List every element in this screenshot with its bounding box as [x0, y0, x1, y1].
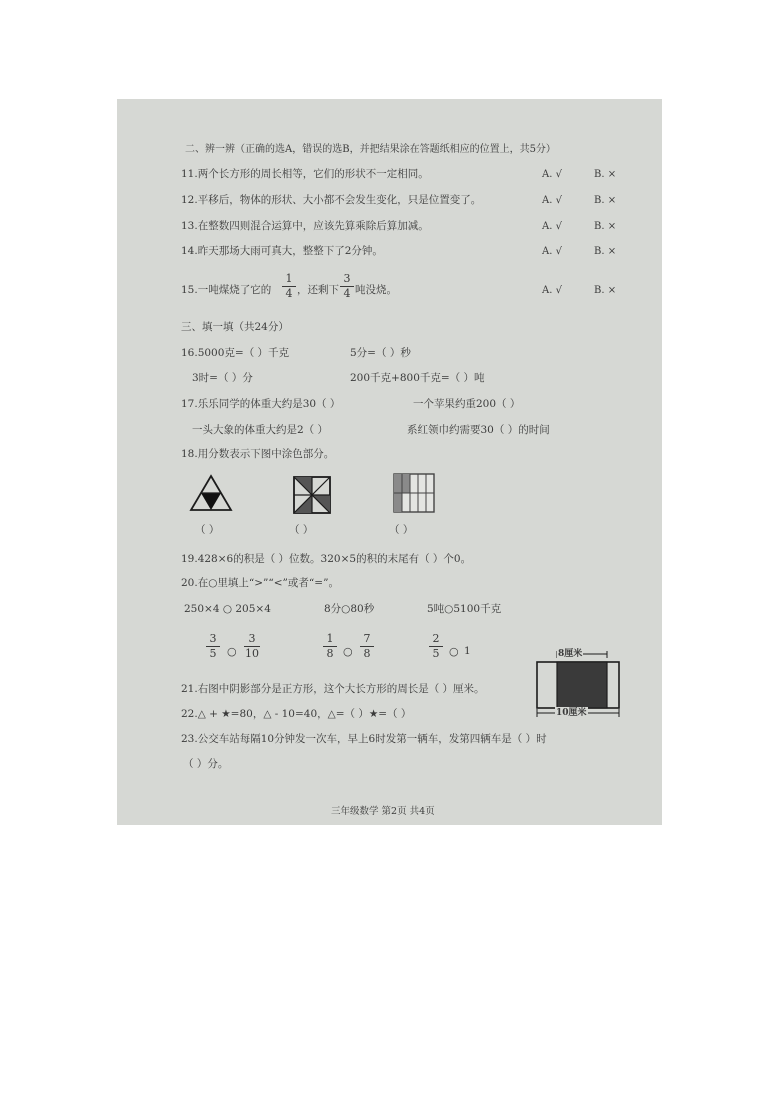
q13-option-a: A. √: [542, 221, 562, 232]
question-23-line-1: 23.公交车站每隔10分钟发一次车，早上6时发第一辆车，发第四辆车是（ ）时: [181, 733, 547, 745]
fraction-denominator: 5: [209, 647, 217, 660]
shaded-grid-figure: [393, 473, 435, 513]
q14-option-a: A. √: [542, 246, 562, 257]
question-18: 18.用分数表示下图中涂色部分。: [181, 448, 335, 460]
compare-circle: ○: [449, 645, 459, 658]
fraction-numerator: 1: [326, 632, 334, 645]
q17-part-b: 一个苹果约重200（ ）: [413, 398, 521, 410]
question-20: 20.在○里填上“>”“<”或者“=”。: [181, 577, 339, 589]
q16-part-d: 200千克+800千克=（ ）吨: [350, 372, 485, 384]
fraction-denominator: 8: [363, 647, 371, 660]
fraction-denominator: 5: [432, 647, 440, 660]
section3-heading: 三、填一填（共24分）: [181, 321, 289, 333]
fraction-numerator: 3: [248, 632, 256, 645]
q20-compare-value: 1: [464, 645, 471, 657]
question-19: 19.428×6的积是（ ）位数。320×5的积的末尾有（ ）个0。: [181, 553, 472, 565]
question-21: 21.右图中阴影部分是正方形，这个大长方形的周长是（ ）厘米。: [181, 683, 485, 695]
page-footer: 三年级数学 第2页 共4页: [331, 806, 435, 817]
q20-compare-c: 5吨○5100千克: [427, 603, 502, 615]
fraction-denominator: 10: [245, 647, 259, 660]
q17-part-c: 一头大象的体重大约是2（ ）: [192, 424, 329, 436]
compare-circle: ○: [343, 645, 353, 658]
question-22: 22.△ + ★=80，△ - 10=40，△=（ ）★=（ ）: [181, 708, 412, 720]
label-10cm: 10厘米: [556, 708, 587, 718]
question-13: 13.在整数四则混合运算中，应该先算乘除后算加减。: [181, 220, 429, 232]
shaded-triangle-figure: [189, 474, 233, 512]
q11-option-a: A. √: [542, 169, 562, 180]
q14-option-b: B. ×: [594, 246, 617, 257]
q20-fraction-7-8: [360, 633, 374, 660]
q16-part-a: 16.5000克=（ ）千克: [181, 347, 290, 359]
q16-part-b: 5分=（ ）秒: [350, 347, 411, 359]
q17-part-d: 系红领巾约需要30（ ）的时间: [407, 424, 550, 436]
q11-option-b: B. ×: [594, 169, 617, 180]
section2-heading: 二、辨一辨（正确的选A，错误的选B，并把结果涂在答题纸相应的位置上，共5分）: [185, 144, 556, 155]
q17-part-a: 17.乐乐同学的体重大约是30（ ）: [181, 398, 341, 410]
label-8cm: 8厘米: [558, 649, 583, 659]
q15-text-end: 吨没烧。: [355, 284, 397, 296]
q20-fraction-1-8: [323, 633, 337, 660]
compare-circle: ○: [227, 645, 237, 658]
fraction-numerator: 2: [432, 632, 440, 645]
q20-fraction-3-5: [206, 633, 220, 660]
q13-option-b: B. ×: [594, 221, 617, 232]
fraction-numerator: 7: [363, 632, 371, 645]
q18-blank-1: （ ）: [195, 524, 220, 536]
q20-compare-b: 8分○80秒: [324, 603, 375, 615]
fraction-numerator: 3: [343, 272, 351, 285]
fraction-numerator: 1: [285, 272, 293, 285]
q15-fraction-1: [282, 273, 296, 300]
fraction-denominator: 8: [326, 647, 334, 660]
q15-text-start: 15.一吨煤烧了它的: [181, 284, 272, 296]
q15-option-a: A. √: [542, 285, 562, 296]
question-12: 12.平移后，物体的形状、大小都不会发生变化，只是位置变了。: [181, 194, 482, 206]
q20-fraction-3-10: [244, 633, 260, 660]
q15-text-middle: ，还剩下: [297, 284, 339, 296]
q20-fraction-2-5: [429, 633, 443, 660]
q16-part-c: 3时=（ ）分: [192, 372, 253, 384]
q12-option-b: B. ×: [594, 195, 617, 206]
q20-compare-a: 250×4 ○ 205×4: [184, 603, 271, 615]
q15-fraction-2: [340, 273, 354, 300]
fraction-denominator: 4: [285, 287, 293, 300]
question-11: 11.两个长方形的周长相等，它们的形状不一定相同。: [181, 168, 429, 180]
question-23-line-2: （ ）分。: [183, 758, 229, 770]
q12-option-a: A. √: [542, 195, 562, 206]
q18-blank-3: （ ）: [389, 524, 414, 536]
fraction-denominator: 4: [343, 287, 351, 300]
fraction-numerator: 3: [209, 632, 217, 645]
q18-blank-2: （ ）: [289, 524, 314, 536]
shaded-square-figure: [293, 476, 331, 514]
question-14: 14.昨天那场大雨可真大，整整下了2分钟。: [181, 245, 383, 257]
q15-option-b: B. ×: [594, 285, 617, 296]
scanned-exam-page: [117, 99, 662, 825]
